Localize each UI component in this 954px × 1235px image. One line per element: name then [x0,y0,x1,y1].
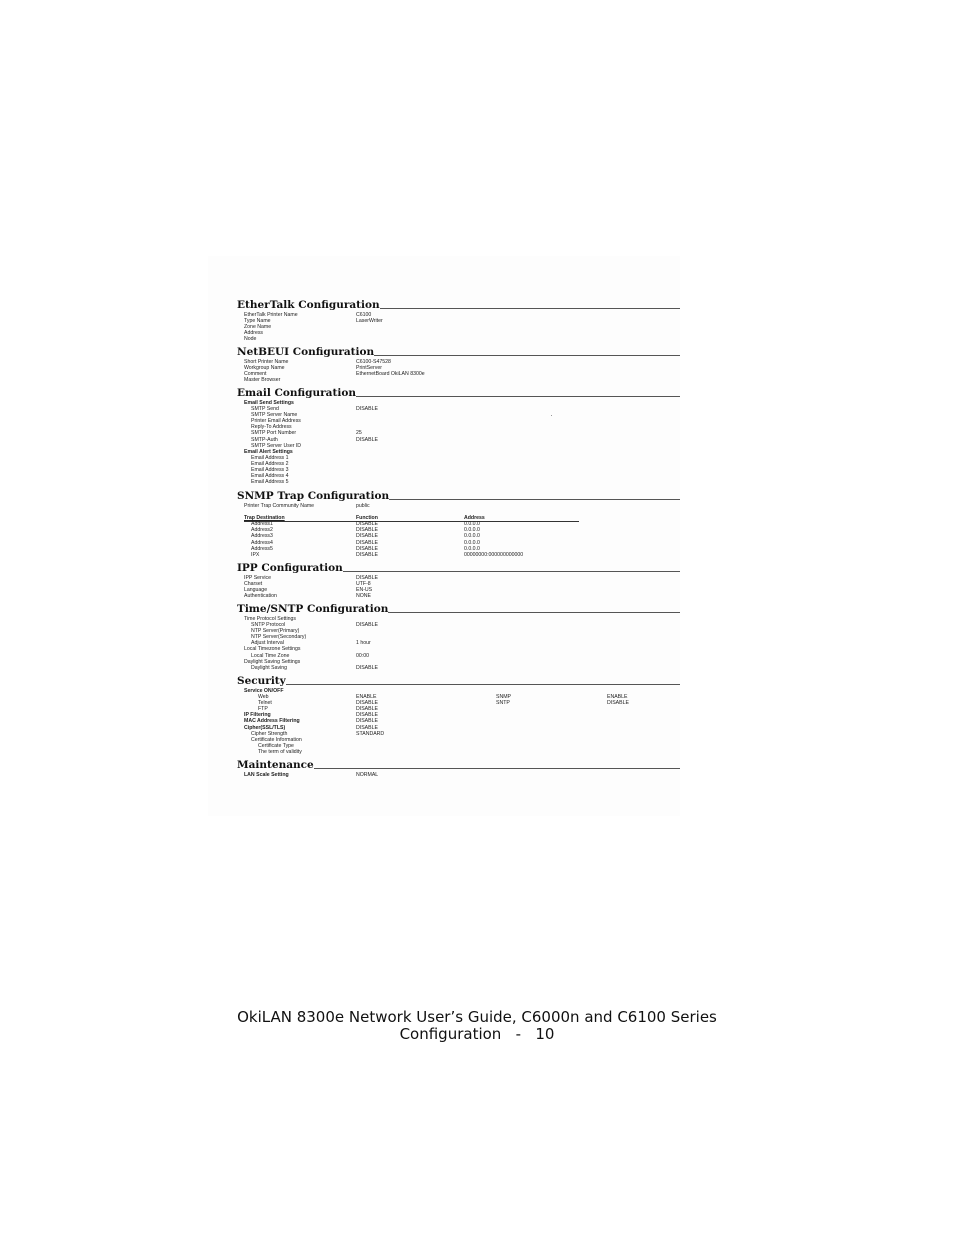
section-security [237,675,680,755]
section-rule [374,355,680,356]
config-key: Language [244,587,268,594]
config-value: 00000000:000000000000 [464,551,524,558]
config-key: SMTP-Auth [251,436,278,443]
config-value: 1 hour [356,640,371,647]
config-key: Email Address 2 [251,460,289,467]
config-value: DISABLE [356,539,378,546]
config-key: SNMP [496,694,511,701]
config-key: Short Printer Name [244,359,289,365]
config-value: DISABLE [356,712,378,719]
config-key: Authentication [244,593,277,600]
section-netbeui [237,346,680,383]
config-key: Address3 [251,533,273,540]
config-row [237,593,680,599]
config-key: Reply-To Address [251,424,292,431]
section-maintenance [237,759,680,778]
config-value: NONE [356,593,371,600]
config-key: EtherTalk Printer Name [244,312,298,318]
config-key: IP Filtering [244,712,271,719]
section-title: Maintenance [237,759,314,771]
section-rule [388,612,680,613]
config-key: Email Address 1 [251,454,289,461]
config-value: LaserWriter [356,318,383,325]
config-key: SMTP Send [251,406,279,413]
config-value: DISABLE [356,706,378,713]
section-title: IPP Configuration [237,562,343,574]
section-time-sntp [237,603,680,671]
column-header: Function [356,515,378,522]
config-key: Workgroup Name [244,365,285,372]
config-key: Address1 [251,521,273,528]
config-row [237,336,680,342]
config-key: NTP Server(Primary) [251,628,300,635]
config-value: DISABLE [356,527,378,534]
footer-title: OkiLAN 8300e Network User’s Guide, C6000n and C6100 Series [237,1008,717,1026]
section-rule [286,684,680,685]
config-key: Zone Name [244,324,272,331]
config-value: DISABLE [356,575,378,581]
config-value: PrintServer [356,365,382,372]
config-key: IPP Service [244,575,272,581]
config-value: 00:00 [356,652,369,659]
config-value: EN-US [356,587,373,594]
config-value: 0.0.0.0 [464,539,480,546]
config-key: Certificate Information [251,736,302,743]
config-key: Telnet [258,700,272,707]
config-key: Certificate Type [258,742,294,749]
config-value: 0.0.0.0 [464,533,480,540]
config-key: SNTP [496,700,510,707]
config-key: MAC Address Filtering [244,718,300,725]
footer-page-number: Configuration - 10 [399,1025,555,1043]
config-key: Address [244,330,264,337]
config-key: SMTP Server User ID [251,442,302,449]
config-value: DISABLE [356,622,378,629]
section-rule [343,571,680,572]
config-key: Daylight Saving [251,664,288,671]
config-value: NORMAL [356,772,379,778]
section-title: Security [237,675,286,687]
config-key: Adjust Interval [251,640,284,647]
config-value: DISABLE [356,436,378,443]
config-key: Comment [244,371,267,378]
config-key: SMTP Server Name [251,412,298,419]
config-key: IPX [251,551,260,558]
section-rule [314,768,680,769]
column-header: Address [464,515,485,522]
trap-row [237,552,680,558]
section-ethertalk [237,299,680,342]
config-value: 0.0.0.0 [464,545,480,552]
config-row [237,377,680,383]
section-rule [389,499,680,500]
config-key: Printer Email Address [251,418,301,425]
config-key: Cipher Strength [251,730,288,737]
config-value: STANDARD [356,730,385,737]
config-key: SNTP Protocol [251,622,286,629]
config-key: Address2 [251,527,273,534]
config-key: Email Alert Settings [244,448,293,455]
config-value: DISABLE [356,406,378,413]
section-title: SNMP Trap Configuration [237,490,390,502]
config-value: 0.0.0.0 [464,521,480,528]
config-key: Charset [244,581,263,588]
section-title: EtherTalk Configuration [237,299,380,311]
config-value: DISABLE [356,521,378,528]
config-key: Web [258,694,269,701]
config-key: FTP [258,706,268,713]
config-value: DISABLE [356,545,378,552]
config-row [237,749,680,755]
config-key: Email Address 3 [251,467,289,474]
config-key: Daylight Saving Settings [244,658,301,665]
config-key: Local Timezone Settings [244,646,301,653]
config-value: EthernetBoard OkiLAN 8300e [356,371,425,378]
config-value: DISABLE [356,718,378,725]
config-key: Service ON/OFF [244,688,284,694]
config-value: public [356,503,370,509]
config-key: Email Address 5 [251,479,289,486]
section-snmp-trap [237,490,680,558]
config-key: Address4 [251,539,273,546]
config-value: ENABLE [356,694,377,701]
config-value: 0.0.0.0 [464,527,480,534]
config-value: UTF-8 [356,581,371,588]
config-value: C6100 [356,312,372,318]
config-row [237,479,680,485]
config-value: C6100-S47528 [356,359,391,365]
config-value: DISABLE [607,700,629,707]
section-title: NetBEUI Configuration [237,346,375,358]
config-key: The term of validity [258,748,302,755]
config-key: Cipher(SSL/TLS) [244,724,286,731]
config-row [237,772,680,778]
section-title: Email Configuration [237,387,356,399]
section-rule [356,396,680,397]
config-value: DISABLE [356,664,378,671]
config-key: Printer Trap Community Name [244,503,315,509]
config-key: Email Send Settings [244,400,294,406]
section-title: Time/SNTP Configuration [237,603,389,615]
config-key: LAN Scale Setting [244,772,289,778]
config-value: DISABLE [356,700,378,707]
config-row [237,665,680,671]
section-email [237,387,680,485]
config-key: Type Name [244,318,271,325]
column-header: Trap Destination [244,515,285,522]
config-key: Local Time Zone [251,652,290,659]
config-value: 25 [356,430,362,437]
config-key: SMTP Port Number [251,430,297,437]
config-value: DISABLE [356,533,378,540]
config-value: ENABLE [607,694,628,701]
config-key: Node [244,336,257,343]
config-key: NTP Server(Secondary) [251,634,307,641]
config-value: DISABLE [356,551,378,558]
section-ipp [237,562,680,599]
config-key: Master Browser [244,377,281,384]
section-rule [380,308,680,309]
config-key: Time Protocol Settings [244,616,296,622]
config-value: DISABLE [356,724,378,731]
config-key: Email Address 4 [251,473,289,480]
config-key: Address5 [251,545,273,552]
